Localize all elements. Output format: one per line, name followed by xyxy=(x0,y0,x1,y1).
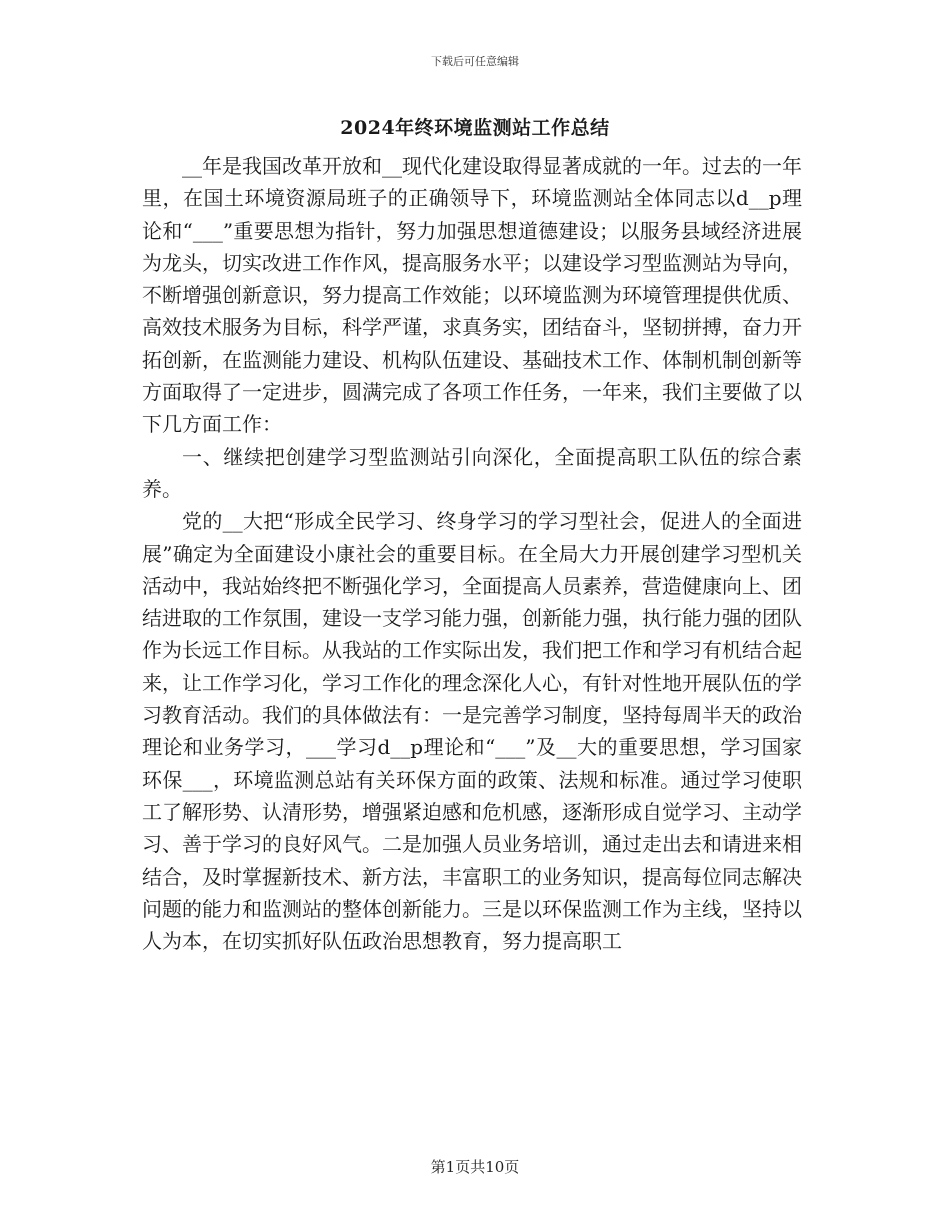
page-footer: 第1页共10页 xyxy=(430,1158,520,1176)
paragraph: 一、继续把创建学习型监测站引向深化，全面提高职工队伍的综合素养。 xyxy=(142,444,802,501)
document-body xyxy=(142,150,802,957)
document-title: 2024年终环境监测站工作总结 xyxy=(340,117,610,139)
paragraph: __年是我国改革开放和__现代化建设取得显著成就的一年。过去的一年里，在国土环境资源局班子的正确领导下，环境监测站全体同志以d__p理论和“___”重要思想为指针，努力加强思想道德建设；以服务县域经济进展为龙头，切实改进工作作风，提高服务水平；以建设学习型监测站为导向，不断增强创新意识，努力提高工作效能；以环境监测为环境管理提供优质、高效技术服务为目标，科学严谨，求真务实，团结奋斗，坚韧拼搏，奋力开拓创新，在监测能力建设、机构队伍建设、基础技术工作、体制机制创新等方面取得了一定进步，圆满完成了各项工作任务，一年来，我们主要做了以下几方面工作： xyxy=(142,154,802,437)
header-note: 下载后可任意编辑 xyxy=(431,55,519,68)
paragraph: 党的__大把“形成全民学习、终身学习的学习型社会，促进人的全面进展”确定为全面建设小康社会的重要目标。在全局大力开展创建学习型机关活动中，我站始终把不断强化学习，全面提高人员素养，营造健康向上、团结进取的工作氛围，建设一支学习能力强，创新能力强，执行能力强的团队作为长远工作目标。从我站的工作实际出发，我们把工作和学习有机结合起来，让工作学习化，学习工作化的理念深化人心，有针对性地开展队伍的学习教育活动。我们的具体做法有：一是完善学习制度，坚持每周半天的政治理论和业务学习，___学习d__p理论和“___”及__大的重要思想，学习国家环保___，环境监测总站有关环保方面的政策、法规和标准。通过学习使职工了解形势、认清形势，增强紧迫感和危机感，逐渐形成自觉学习、主动学习、善于学习的良好风气。二是加强人员业务培训，通过走出去和请进来相结合，及时掌握新技术、新方法，丰富职工的业务知识，提高每位同志解决问题的能力和监测站的整体创新能力。三是以环保监测工作为主线，坚持以人为本，在切实抓好队伍政治思想教育，努力提高职工 xyxy=(142,509,802,954)
